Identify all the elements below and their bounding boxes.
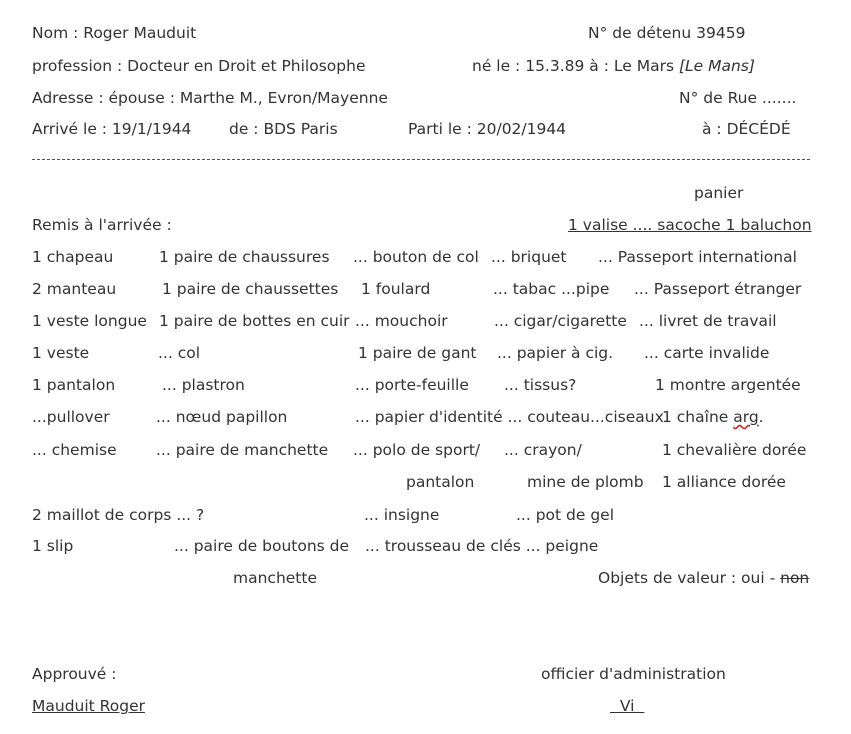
provenance: de : BDS Paris: [229, 120, 338, 138]
list-item: 1 veste: [32, 344, 90, 362]
naissance: [472, 56, 755, 76]
destination: à : DÉCÉDÉ: [702, 120, 791, 138]
list-item: ... crayon/: [504, 441, 582, 459]
separator-line: [32, 159, 810, 160]
list-item: ... Passeport étranger: [634, 280, 802, 298]
objets-valeur: [598, 568, 809, 588]
naissance-correction: [Le Mans]: [678, 57, 755, 75]
objets-valeur-label: Objets de valeur : oui -: [598, 569, 781, 587]
list-item: 1 slip: [32, 537, 74, 555]
adresse: Adresse : épouse : Marthe M., Evron/Mayenne: [32, 89, 388, 107]
list-item: 2 maillot de corps ... ?: [32, 506, 205, 524]
list-item: ... porte-feuille: [355, 376, 469, 394]
list-item: manchette: [233, 569, 317, 587]
list-item: ... trousseau de clés ... peigne: [365, 537, 599, 555]
list-item: ... bouton de col: [353, 248, 479, 266]
list-item: 1 paire de gant: [358, 344, 477, 362]
list-item: 1 alliance dorée: [662, 473, 786, 491]
visa: Vi: [610, 697, 645, 715]
chaine-label: 1 chaîne: [662, 408, 734, 426]
approuve: Approuvé :: [32, 665, 117, 683]
list-item: ... livret de travail: [639, 312, 777, 330]
list-item: 1 paire de chaussettes: [162, 280, 339, 298]
arrive: Arrivé le : 19/1/1944: [32, 120, 192, 138]
chaine-arg: arg: [733, 408, 759, 426]
list-item: ... tissus?: [504, 376, 577, 394]
list-item: 1 chevalière dorée: [662, 441, 807, 459]
list-item: ... mouchoir: [355, 312, 448, 330]
nom: Nom : Roger Mauduit: [32, 24, 197, 42]
signature: Mauduit Roger: [32, 697, 145, 715]
list-item: ... paire de manchette: [156, 441, 329, 459]
list-item: ... chemise: [32, 441, 117, 459]
list-item: ... carte invalide: [644, 344, 770, 362]
list-item: ... pot de gel: [516, 506, 615, 524]
list-item: ... col: [158, 344, 201, 362]
profession: profession : Docteur en Droit et Philosophe: [32, 57, 366, 75]
list-item: ... nœud papillon: [156, 408, 288, 426]
list-item: ... papier à cig.: [497, 344, 614, 362]
list-item: ... papier d'identité ... couteau...ciseaux: [355, 408, 664, 426]
list-item: [662, 407, 764, 427]
list-item: ... Passeport international: [598, 248, 797, 266]
list-item: ...pullover: [32, 408, 110, 426]
parti: Parti le : 20/02/1944: [408, 120, 567, 138]
list-item: ... insigne: [364, 506, 440, 524]
list-item: pantalon: [406, 473, 475, 491]
list-item: 1 montre argentée: [655, 376, 801, 394]
list-item: ... polo de sport/: [353, 441, 481, 459]
list-item: 1 paire de bottes en cuir: [159, 312, 350, 330]
list-item: 1 chapeau: [32, 248, 114, 266]
remis-label: Remis à l'arrivée :: [32, 216, 172, 234]
chaine-dot: .: [758, 408, 764, 426]
naissance-text: né le : 15.3.89 à : Le Mars: [472, 57, 679, 75]
list-item: 1 paire de chaussures: [159, 248, 330, 266]
numero-detenu: N° de détenu 39459: [588, 24, 746, 42]
officier: officier d'administration: [541, 665, 726, 683]
list-item: 2 manteau: [32, 280, 117, 298]
list-item: 1 foulard: [361, 280, 431, 298]
list-item: ... briquet: [491, 248, 567, 266]
objets-valeur-non: non: [780, 569, 810, 587]
panier: panier: [694, 184, 744, 202]
list-item: ... plastron: [162, 376, 245, 394]
list-item: mine de plomb: [527, 473, 644, 491]
list-item: ... tabac ...pipe: [493, 280, 610, 298]
bagages: 1 valise .... sacoche 1 baluchon: [568, 216, 812, 234]
numero-rue: N° de Rue .......: [679, 89, 797, 107]
list-item: 1 veste longue: [32, 312, 147, 330]
list-item: ... cigar/cigarette: [494, 312, 627, 330]
list-item: 1 pantalon: [32, 376, 116, 394]
list-item: ... paire de boutons de: [174, 537, 350, 555]
